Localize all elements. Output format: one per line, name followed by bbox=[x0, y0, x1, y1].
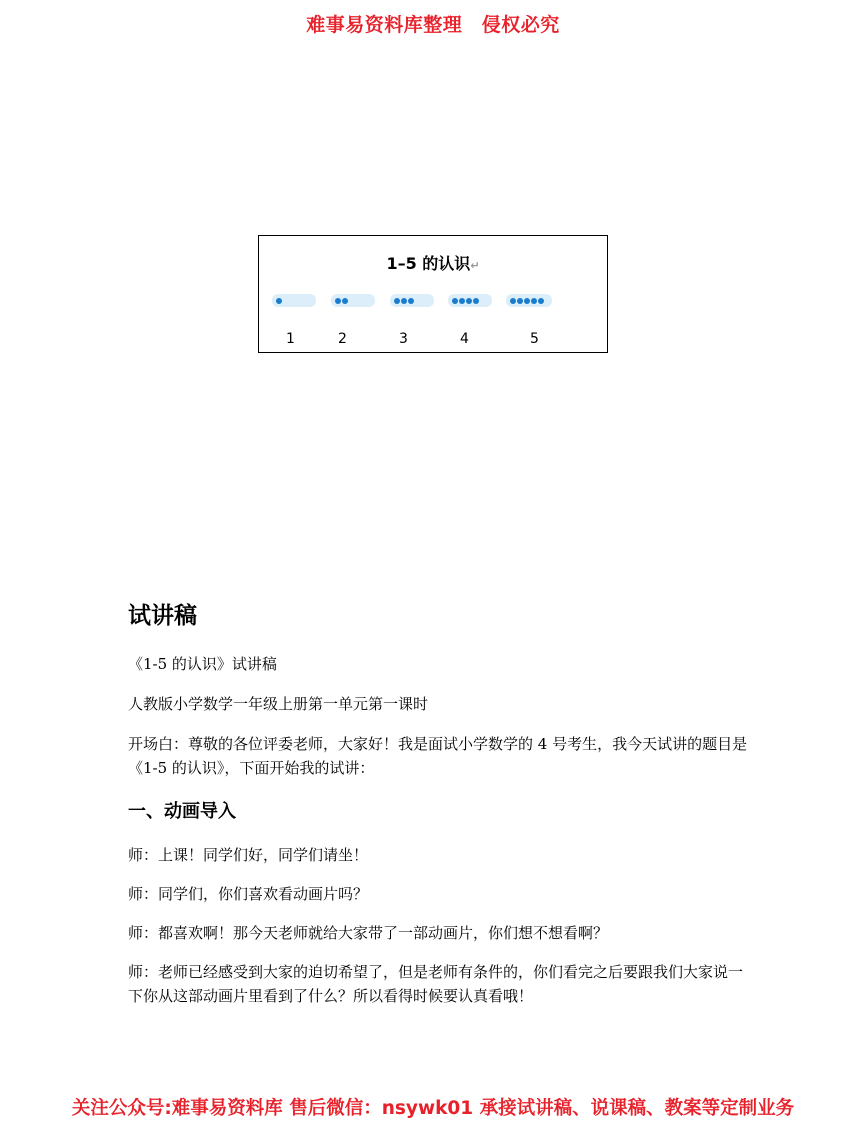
course-info: 人教版小学数学一年级上册第一单元第一课时 bbox=[128, 695, 429, 713]
figure-title-text: 1–5 的认识 bbox=[386, 254, 471, 273]
dot bbox=[517, 298, 523, 304]
number-label: 4 bbox=[460, 331, 469, 347]
dot-bar-4 bbox=[448, 294, 492, 307]
dot bbox=[408, 298, 414, 304]
number-label: 3 bbox=[399, 331, 408, 347]
figure-title bbox=[259, 251, 607, 274]
section-heading: 一、动画导入 bbox=[128, 801, 236, 822]
paragraph-mark-icon: ↵ bbox=[470, 259, 480, 272]
dot-bar-3 bbox=[390, 294, 434, 307]
dot bbox=[342, 298, 348, 304]
footer-watermark: 关注公众号:难事易资料库 售后微信：nsywk01 承接试讲稿、说课稿、教案等定制业务 bbox=[71, 1098, 795, 1119]
dialogue-line: 师：上课！同学们好，同学们请坐！ bbox=[128, 846, 369, 864]
opening-paragraph: 开场白：尊敬的各位评委老师，大家好！我是面试小学数学的 4 号考生，我今天试讲的题目是《1-5 的认识》，下面开始我的试讲： bbox=[128, 735, 748, 777]
number-label: 2 bbox=[338, 331, 347, 347]
dialogue-line: 师：都喜欢啊！那今天老师就给大家带了一部动画片，你们想不想看啊？ bbox=[128, 924, 609, 942]
dialogue-line: 师：同学们，你们喜欢看动画片吗？ bbox=[128, 885, 369, 903]
dot bbox=[276, 298, 282, 304]
header-watermark: 难事易资料库整理 侵权必究 bbox=[306, 14, 560, 36]
dot-bar-5 bbox=[506, 294, 552, 307]
dot-bar-2 bbox=[331, 294, 375, 307]
dot-bar-1 bbox=[272, 294, 316, 307]
number-label: 1 bbox=[286, 331, 295, 347]
doc-title: 试讲稿 bbox=[128, 603, 197, 629]
dot bbox=[510, 298, 516, 304]
dot bbox=[452, 298, 458, 304]
dot bbox=[524, 298, 530, 304]
dot bbox=[335, 298, 341, 304]
dot bbox=[401, 298, 407, 304]
dialogue-line: 师：老师已经感受到大家的迫切希望了，但是老师有条件的，你们看完之后要跟我们大家说一下你从这部动画片里看到了什么？所以看得时候要认真看哦！ bbox=[128, 963, 744, 1005]
dot bbox=[394, 298, 400, 304]
dot bbox=[459, 298, 465, 304]
doc-subtitle: 《1-5 的认识》试讲稿 bbox=[128, 655, 277, 673]
dot bbox=[538, 298, 544, 304]
dot bbox=[531, 298, 537, 304]
dot bbox=[473, 298, 479, 304]
dot bbox=[466, 298, 472, 304]
lesson-figure bbox=[258, 235, 608, 353]
number-label: 5 bbox=[530, 331, 539, 347]
